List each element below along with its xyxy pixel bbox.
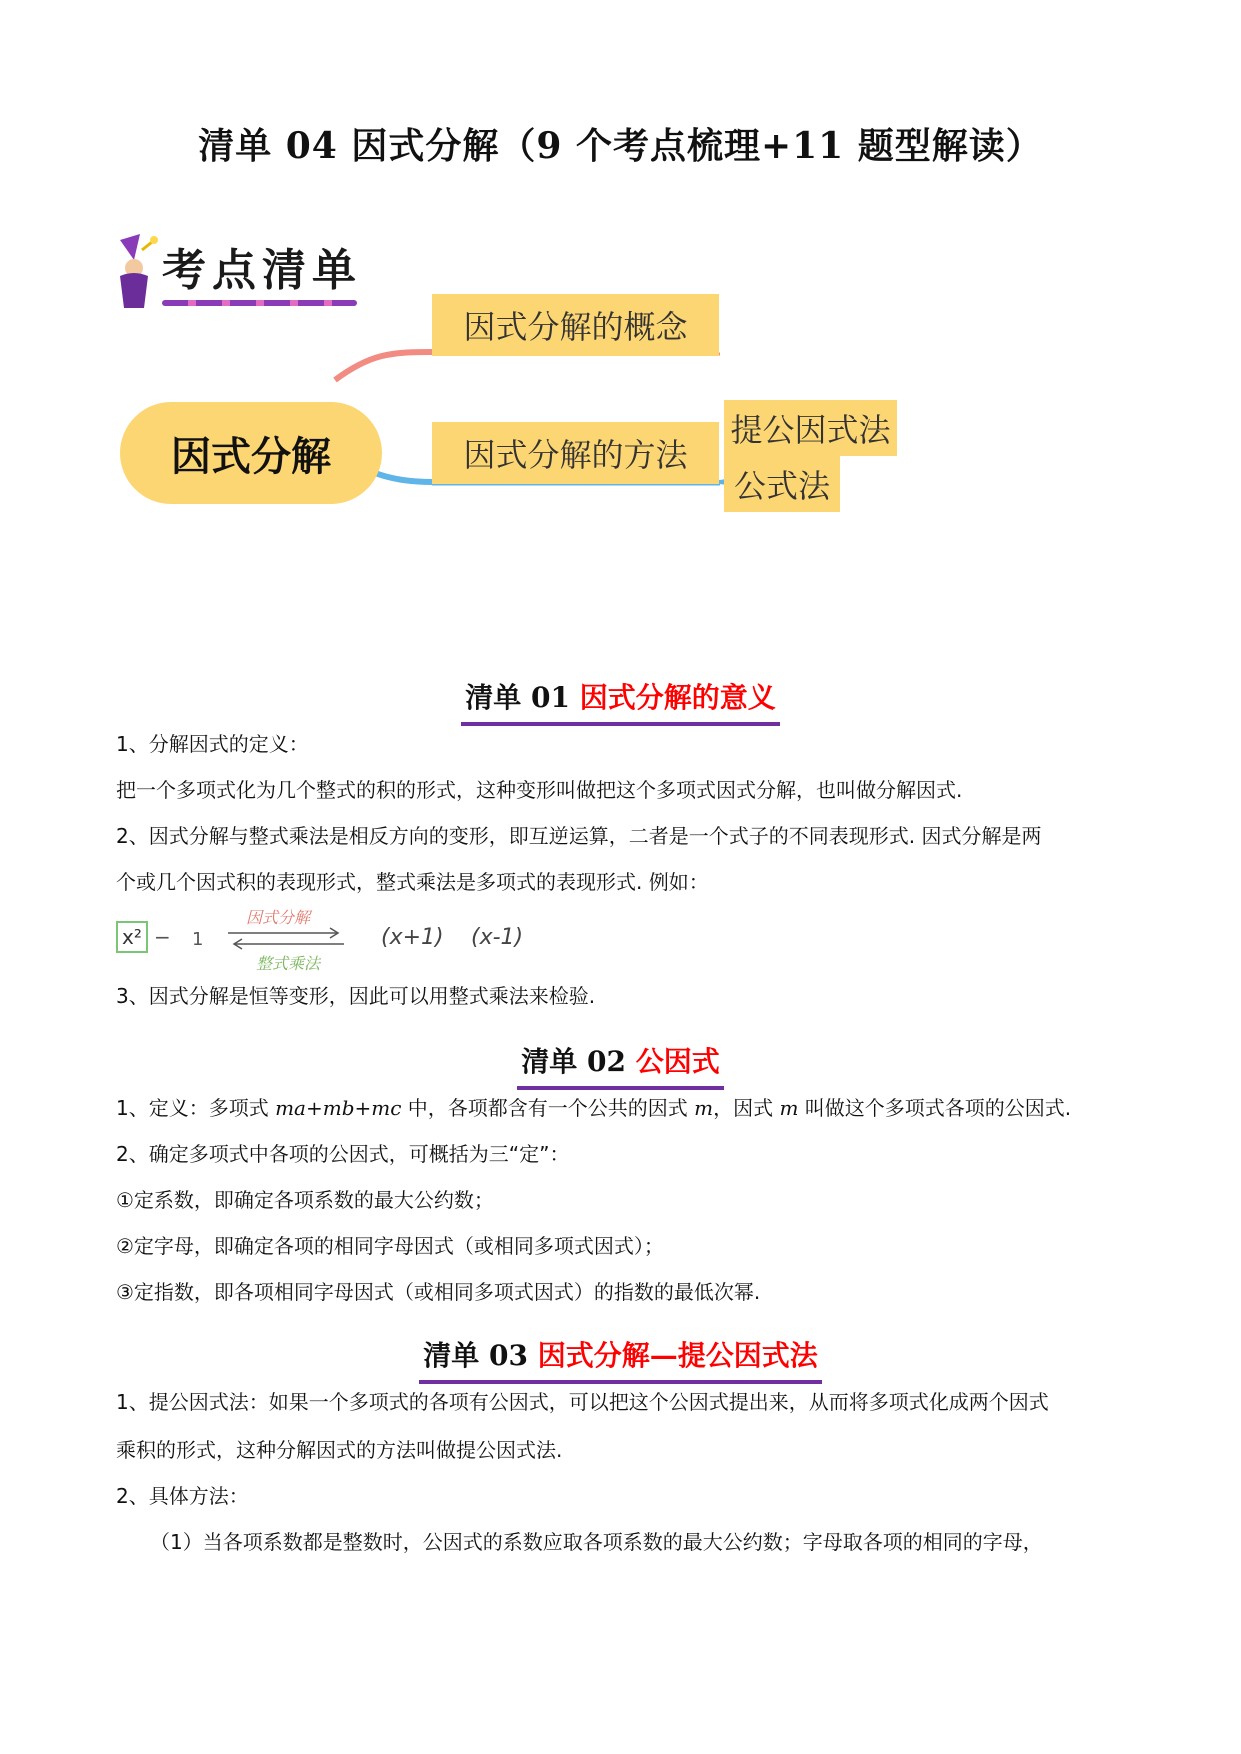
- s2-def-var-2: m: [779, 1096, 799, 1120]
- s1-paragraph-1: 1、分解因式的定义：: [116, 732, 309, 756]
- s2-paragraph-3: ②定字母，即确定各项的相同字母因式（或相同多项式因式）；: [116, 1234, 664, 1258]
- s2-definition: [116, 1094, 1126, 1122]
- logo-text: 考点清单: [162, 245, 362, 296]
- s3-paragraph-4: （1）当各项系数都是整数时，公因式的系数应取各项系数的最大公约数；字母取各项的相同的字母，: [150, 1530, 1043, 1554]
- s1-paragraph-3: 2、因式分解与整式乘法是相反方向的变形，即互逆运算，二者是一个式子的不同表现形式. 因式分解是两: [116, 824, 1042, 848]
- example-factor-1: (x+1): [381, 925, 444, 950]
- s2-def-text-1: 1、定义：多项式: [116, 1096, 276, 1120]
- s2-def-var-1: m: [694, 1096, 714, 1120]
- s2-def-expression: ma+mb+mc: [275, 1096, 402, 1120]
- example-factor-2: (x-1): [471, 925, 524, 950]
- section-03-title: 因式分解—提公因式法: [537, 1339, 818, 1372]
- section-03-prefix: 清单 03: [423, 1339, 538, 1372]
- factorization-example: [116, 905, 536, 975]
- mindmap-node-concept: 因式分解的概念: [432, 294, 719, 356]
- mindmap-root-node: 因式分解: [120, 402, 382, 504]
- double-arrow-icon: [226, 927, 346, 951]
- s2-def-text-2: 中，各项都含有一个公共的因式: [401, 1096, 695, 1120]
- example-backward-label: 整式乘法: [256, 954, 321, 973]
- s1-paragraph-2: 把一个多项式化为几个整式的积的形式，这种变形叫做把这个多项式因式分解，也叫做分解因式.: [116, 778, 963, 802]
- mindmap-node-extract-common-factor: 提公因式法: [724, 400, 897, 456]
- example-minus: −: [154, 925, 171, 949]
- mindmap-node-formula-method: 公式法: [724, 456, 840, 512]
- s2-def-text-4: 叫做这个多项式各项的公因式.: [798, 1096, 1072, 1120]
- s2-def-text-3: ，因式: [713, 1096, 780, 1120]
- example-left-term: x²: [116, 921, 148, 953]
- section-01-prefix: 清单 01: [465, 681, 580, 714]
- section-01-heading: [0, 676, 1241, 726]
- kaodian-logo: [112, 230, 372, 316]
- s3-paragraph-3: 2、具体方法：: [116, 1484, 249, 1508]
- wizard-icon: [112, 230, 162, 310]
- logo-underline: [162, 300, 357, 306]
- example-constant: 1: [192, 929, 204, 950]
- s3-paragraph-1: 1、提公因式法：如果一个多项式的各项有公因式，可以把这个公因式提出来，从而将多项式化成两个因式: [116, 1390, 1049, 1414]
- document-title: 清单 04 因式分解（9 个考点梳理+11 题型解读）: [198, 125, 1043, 167]
- s3-paragraph-2: 乘积的形式，这种分解因式的方法叫做提公因式法.: [116, 1438, 563, 1462]
- mindmap: [120, 308, 1020, 580]
- example-forward-label: 因式分解: [246, 908, 311, 927]
- section-03-heading: [0, 1334, 1241, 1384]
- section-02-title: 公因式: [635, 1045, 720, 1078]
- section-02-heading: [0, 1040, 1241, 1090]
- s1-paragraph-5: 3、因式分解是恒等变形，因此可以用整式乘法来检验.: [116, 984, 596, 1008]
- mindmap-node-method: 因式分解的方法: [432, 422, 719, 484]
- section-02-prefix: 清单 02: [521, 1045, 636, 1078]
- s2-paragraph-1: 2、确定多项式中各项的公因式，可概括为三“定”：: [116, 1142, 570, 1166]
- s2-paragraph-4: ③定指数，即各项相同字母因式（或相同多项式因式）的指数的最低次幂.: [116, 1280, 761, 1304]
- s1-paragraph-4: 个或几个因式积的表现形式，整式乘法是多项式的表现形式. 例如：: [116, 870, 709, 894]
- section-01-title: 因式分解的意义: [579, 681, 776, 714]
- s2-paragraph-2: ①定系数，即确定各项系数的最大公约数；: [116, 1188, 494, 1212]
